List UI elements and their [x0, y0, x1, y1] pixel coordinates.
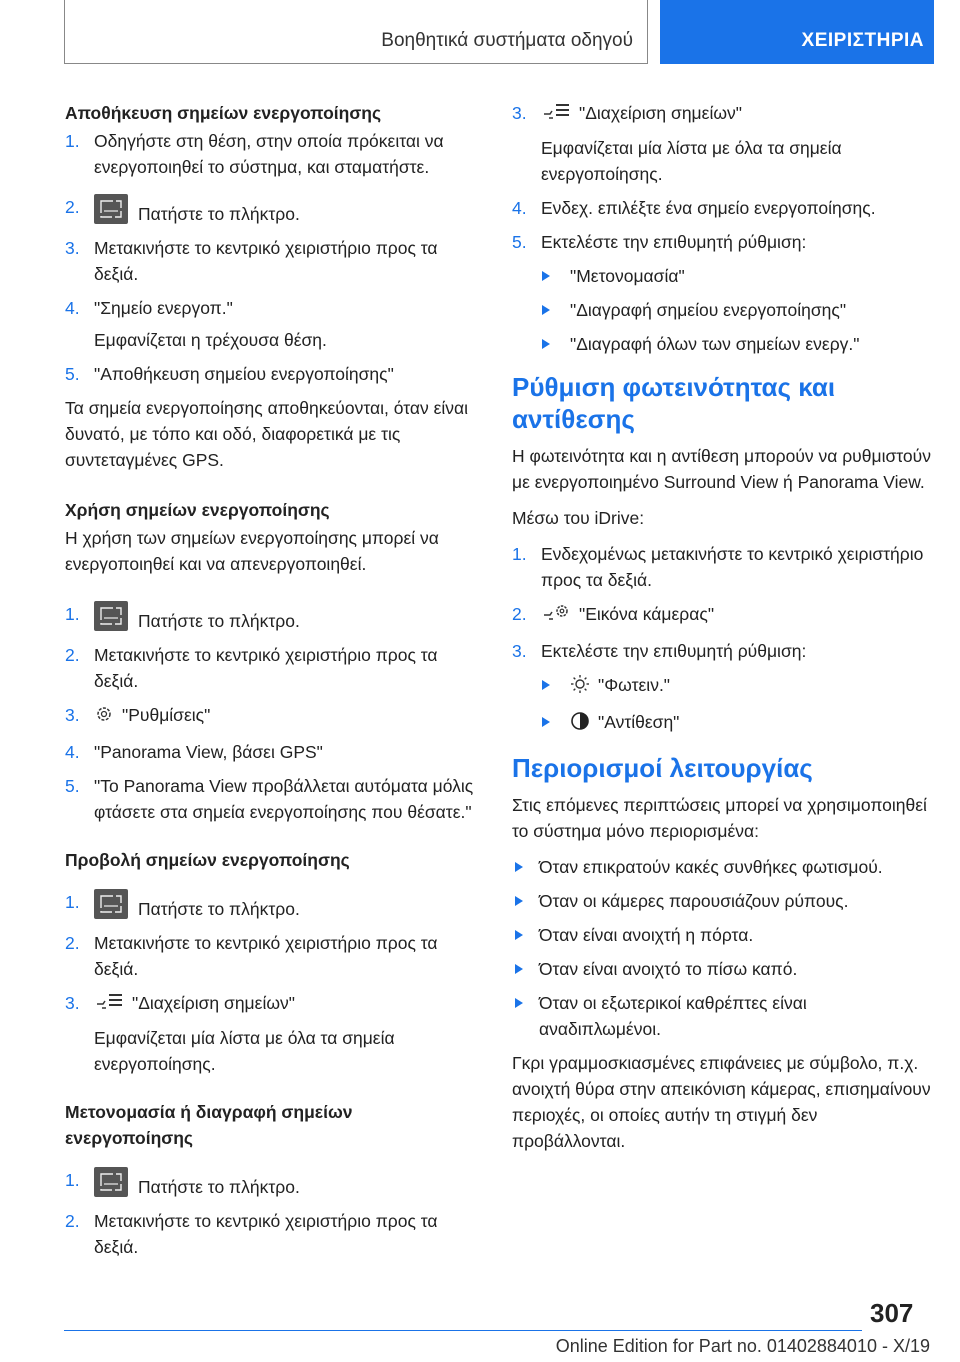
point-list-icon [541, 102, 571, 129]
list-item: 4. "Panorama View, βάσει GPS" [65, 742, 323, 762]
rename-steps [65, 1167, 485, 1260]
list-item: "Αντίθεση" [512, 709, 932, 738]
list-item: 1. Πατήστε το πλήκτρο. [65, 1167, 485, 1200]
list-item: 4. Ενδεχ. επιλέξτε ένα σημείο ενεργοποίησης. [512, 198, 876, 218]
footer-edition: Online Edition for Part no. 01402884010 - X/19 [555, 1336, 930, 1356]
page-number: 307 [870, 1298, 914, 1328]
camera-button-icon [94, 194, 128, 224]
footer-divider [64, 1330, 862, 1331]
section-tab [64, 0, 648, 64]
list-item: 3. "Διαχείριση σημείων" Εμφανίζεται μία λίστα με όλα τα σημεία ενεργοποίησης. [512, 103, 842, 184]
view-steps [65, 889, 485, 1077]
right-column [512, 100, 932, 1164]
heading-brightness: Ρύθμιση φωτεινότητας και αντίθεσης [512, 372, 836, 434]
heading-view-points: Προβολή σημείων ενεργοποίησης [65, 850, 350, 870]
list-item: 5. "Αποθήκευση σημείου ενεργοποίησης" [65, 364, 394, 384]
list-item: 3. "Ρυθμίσεις" [65, 702, 485, 731]
heading-rename-points: Μετονομασία ή διαγραφή σημείων ενεργοποίησης [65, 1102, 353, 1148]
bullet-arrow-icon [542, 339, 550, 349]
bullet-arrow-icon [515, 862, 523, 872]
brightness-options [512, 672, 932, 738]
camera-button-icon [94, 1167, 128, 1197]
list-item: 1. Πατήστε το πλήκτρο. [65, 889, 485, 922]
list-item: "Μετονομασία" [512, 263, 932, 289]
rename-steps-cont [512, 100, 932, 255]
section-title: Βοηθητικά συστήματα οδηγού [381, 30, 633, 51]
list-item: 1. Ενδεχομένως μετακινήστε το κεντρικό χειριστήριο προς τα δεξιά. [512, 544, 924, 590]
paragraph: Τα σημεία ενεργοποίησης αποθηκεύονται, όταν είναι δυνατό, με τόπο και οδό, διαφορετικά με τις συντεταγμένες GPS. [65, 398, 469, 470]
list-item: 5. Εκτελέστε την επιθυμητή ρύθμιση: [512, 232, 807, 252]
list-item: 1. Πατήστε το πλήκτρο. [65, 601, 485, 634]
list-item: 3. "Διαχείριση σημείων" Εμφανίζεται μία λίστα με όλα τα σημεία ενεργοποίησης. [65, 993, 395, 1074]
bullet-arrow-icon [542, 680, 550, 690]
heading-use-points: Χρήση σημείων ενεργοποίησης [65, 500, 330, 520]
heading-limitations: Περιορισμοί λειτουργίας [512, 753, 813, 783]
list-item: 2. Μετακινήστε το κεντρικό χειριστήριο προς τα δεξιά. [65, 933, 438, 979]
contrast-icon [570, 711, 590, 738]
use-steps [65, 601, 485, 825]
list-item: 2. "Εικόνα κάμερας" [512, 601, 932, 630]
paragraph: Γκρι γραμμοσκιασμένες επιφάνειες με σύμβολο, π.χ. ανοιχτή θύρα στην απεικόνιση κάμερας, επισημαίνουν περιοχές, οι οποίες αυτήν τη στιγμή δεν προβάλλονται. [512, 1053, 931, 1151]
list-item: "Διαγραφή όλων των σημείων ενεργ." [512, 331, 932, 357]
store-steps [65, 128, 485, 387]
chapter-title: ΧΕΙΡΙΣΤΗΡΙΑ [801, 30, 924, 51]
list-item: 3. Εκτελέστε την επιθυμητή ρύθμιση: [512, 641, 807, 661]
paragraph: Η χρήση των σημείων ενεργοποίησης μπορεί να ενεργοποιηθεί και να απενεργοποιηθεί. [65, 528, 439, 574]
bullet-arrow-icon [515, 998, 523, 1008]
camera-button-icon [94, 601, 128, 631]
chapter-tab [660, 0, 934, 64]
list-item: 5. "Το Panorama View προβάλλεται αυτόματα μόλις φτάσετε στα σημεία ενεργοποίησης που θέσατε." [65, 776, 474, 822]
list-item: Όταν επικρατούν κακές συνθήκες φωτισμού. [512, 854, 932, 880]
list-item: 2. Μετακινήστε το κεντρικό χειριστήριο προς τα δεξιά. [65, 645, 438, 691]
page-header [64, 0, 934, 64]
heading-store-points: Αποθήκευση σημείων ενεργοποίησης [65, 103, 382, 123]
paragraph: Μέσω του iDrive: [512, 508, 645, 528]
paragraph: Η φωτεινότητα και η αντίθεση μπορούν να ρυθμιστούν με ενεργοποιημένο Surround View ή Panorama View. [512, 446, 931, 492]
bullet-arrow-icon [515, 930, 523, 940]
bullet-arrow-icon [542, 305, 550, 315]
camera-settings-icon [541, 603, 571, 630]
bullet-arrow-icon [542, 717, 550, 727]
bullet-arrow-icon [515, 896, 523, 906]
list-item: 3. Μετακινήστε το κεντρικό χειριστήριο προς τα δεξιά. [65, 238, 438, 284]
bullet-arrow-icon [542, 271, 550, 281]
bullet-arrow-icon [515, 964, 523, 974]
list-item: 1. Οδηγήστε στη θέση, στην οποία πρόκειται να ενεργοποιηθεί το σύστημα, και σταματήστε. [65, 131, 444, 177]
rename-options [512, 263, 932, 357]
brightness-steps [512, 541, 932, 664]
list-item: "Διαγραφή σημείου ενεργοποίησης" [512, 297, 932, 323]
gear-icon [94, 704, 114, 731]
list-item: "Φωτειν." [512, 672, 932, 701]
list-item: Όταν οι κάμερες παρουσιάζουν ρύπους. [512, 888, 932, 914]
list-item: Όταν οι εξωτερικοί καθρέπτες είναι αναδιπλωμένοι. [512, 990, 932, 1042]
list-item: 4. "Σημείο ενεργοπ." Εμφανίζεται η τρέχουσα θέση. [65, 298, 327, 350]
list-item: 2. Μετακινήστε το κεντρικό χειριστήριο προς τα δεξιά. [65, 1211, 438, 1257]
left-column [65, 100, 485, 1268]
camera-button-icon [94, 889, 128, 919]
list-item: Όταν είναι ανοιχτή η πόρτα. [512, 922, 932, 948]
point-list-icon [94, 992, 124, 1019]
paragraph: Στις επόμενες περιπτώσεις μπορεί να χρησιμοποιηθεί το σύστημα μόνο περιορισμένα: [512, 795, 927, 841]
limitations-list [512, 854, 932, 1042]
list-item: 2. Πατήστε το πλήκτρο. [65, 194, 485, 227]
sun-icon [570, 674, 590, 701]
list-item: Όταν είναι ανοιχτό το πίσω καπό. [512, 956, 932, 982]
